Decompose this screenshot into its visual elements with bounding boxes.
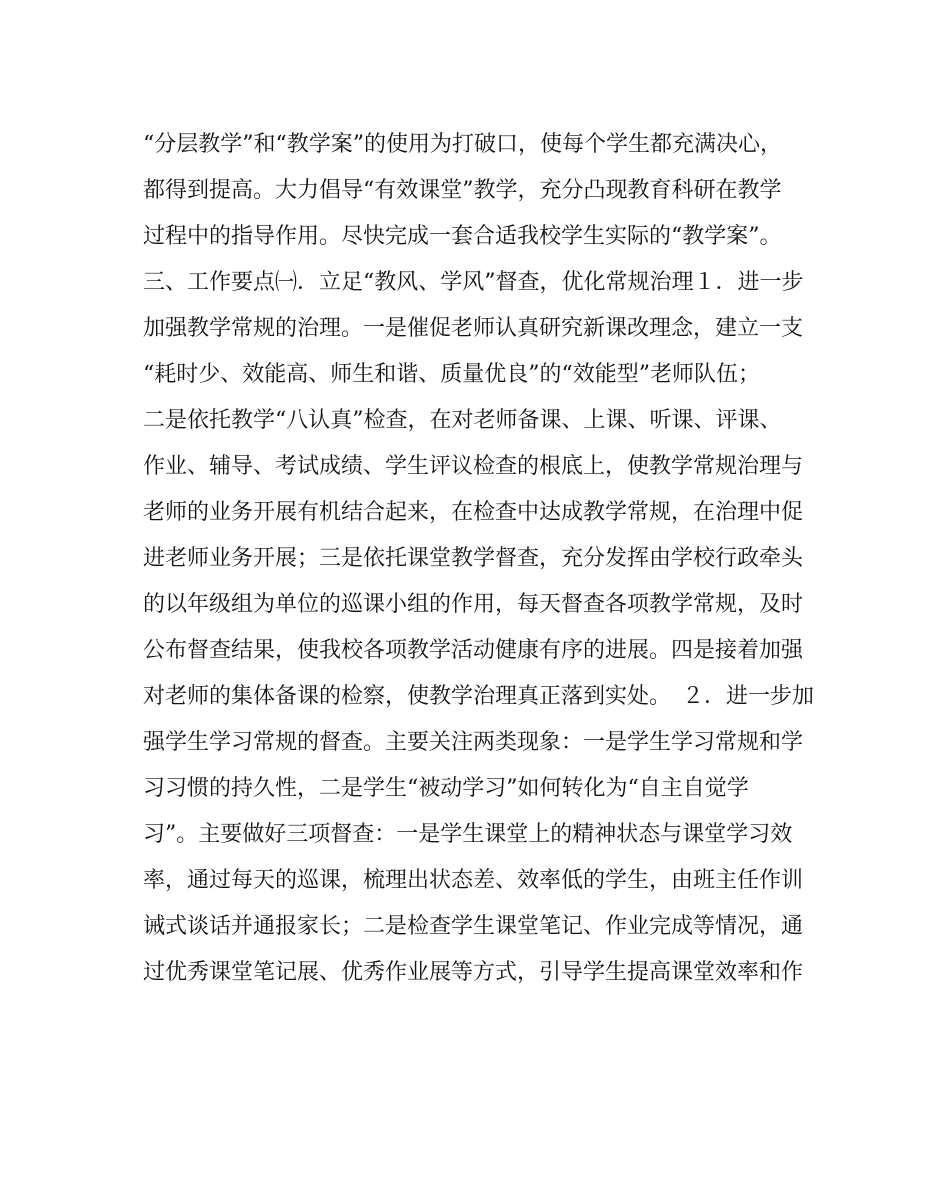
body-text	[143, 122, 833, 996]
text-line-4: 三、工作要点㈠．立足“教风、学风”督查，优化常规治理１．进一步	[143, 270, 804, 295]
text-line-6: “耗时少、效能高、师生和谐、质量优良”的“效能型”老师队伍；	[143, 362, 760, 387]
text-line-18: 诫式谈话并通报家长；二是检查学生课堂笔记、作业完成等情况，通	[143, 914, 804, 939]
text-line-10: 进老师业务开展；三是依托课堂教学督查，充分发挥由学校行政牵头	[143, 546, 804, 571]
text-line-13: 对老师的集体备课的检察，使教学治理真正落到实处。 ２．进一步加	[143, 684, 815, 709]
text-line-2: 都得到提高。大力倡导“有效课堂”教学，充分凸现教育科研在教学	[143, 178, 782, 203]
text-line-16: 习”。主要做好三项督查：一是学生课堂上的精神状态与课堂学习效	[143, 822, 793, 847]
text-line-5: 加强教学常规的治理。一是催促老师认真研究新课改理念，建立一支	[143, 316, 804, 341]
text-line-3: 过程中的指导作用。尽快完成一套合适我校学生实际的“教学案”。	[143, 224, 782, 249]
text-line-19: 过优秀课堂笔记展、优秀作业展等方式，引导学生提高课堂效率和作	[143, 960, 804, 985]
text-line-7: 二是依托教学“八认真”检查，在对老师备课、上课、听课、评课、	[143, 408, 782, 433]
text-line-14: 强学生学习常规的督查。主要关注两类现象：一是学生学习常规和学	[143, 730, 804, 755]
text-line-15: 习习惯的持久性，二是学生“被动学习”如何转化为“自主自觉学	[143, 776, 749, 801]
text-line-8: 作业、辅导、考试成绩、学生评议检查的根底上，使教学常规治理与	[143, 454, 804, 479]
text-line-17: 率，通过每天的巡课，梳理出状态差、效率低的学生，由班主任作训	[143, 868, 804, 893]
text-line-12: 公布督查结果，使我校各项教学活动健康有序的进展。四是接着加强	[143, 638, 804, 663]
text-line-9: 老师的业务开展有机结合起来，在检查中达成教学常规，在治理中促	[143, 500, 804, 525]
text-line-1: “分层教学”和“教学案”的使用为打破口，使每个学生都充满决心，	[143, 132, 782, 157]
text-line-11: 的以年级组为单位的巡课小组的作用，每天督查各项教学常规，及时	[143, 592, 804, 617]
